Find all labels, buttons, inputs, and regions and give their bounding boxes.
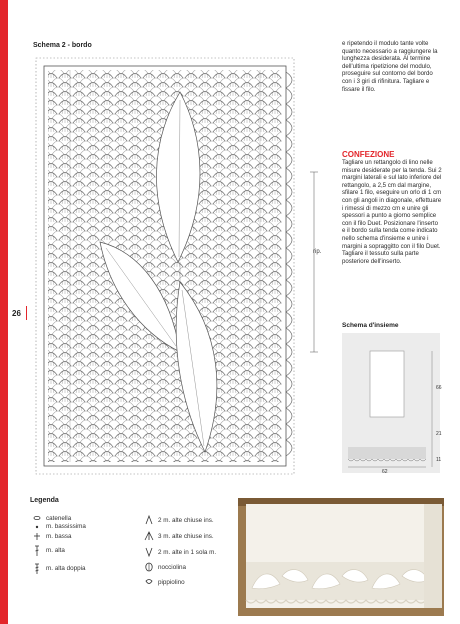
two-dc-together-icon [144, 515, 154, 525]
insieme-dim-3: 11 [436, 457, 442, 463]
two-dc-same-stitch-icon [144, 547, 154, 557]
legend-item: m. alta doppia [32, 563, 86, 573]
insieme-dim-2: 21 [436, 431, 442, 437]
legend-item: m. alta [32, 545, 65, 555]
legend-title: Legenda [30, 497, 59, 504]
legend-item: nocciolina [144, 562, 186, 572]
picot-icon [144, 577, 154, 587]
confezione-heading: CONFEZIONE [342, 150, 395, 159]
slip-stitch-icon [32, 521, 42, 531]
double-crochet-icon [32, 545, 42, 555]
repeat-label: rip. [313, 249, 322, 255]
legend-item: 2 m. alte chiuse ins. [144, 515, 214, 525]
three-dc-together-icon [144, 531, 154, 541]
single-crochet-icon [32, 531, 42, 541]
instructions-paragraph: e ripetendo il modulo tante volte quanto necessario a raggiungere la lunghezza desiderata. Al termine dell'ultima ripetizione del modulo, proseguire sul contorno del bordo con i 3 giri di rifinitura. Tagliare e fissare il filo. [342, 40, 438, 93]
insieme-diagram [342, 333, 440, 473]
insieme-dim-1: 66 [436, 385, 442, 391]
puff-stitch-icon [144, 562, 154, 572]
insieme-dim-width: 62 [382, 469, 388, 475]
confezione-paragraph: Tagliare un rettangolo di lino nelle misure desiderate per la tenda. Sui 2 margini laterali e sul lato inferiore del rettangolo, a 2,5 cm dal margine, sfilare 1 filo, eseguire un orlo di 1 cm con gli angoli in diagonale, effettuare i rimessi di mezzo cm e unire gli spessori a punto a giorno semplice con il filo Duet. Posizionare l'inserto e il bordo sulla tenda come indicato nello schema d'insieme e unire i margini a sopraggitto con il filo Duet. Tagliare il tessuto sulla parte posteriore dell'inserto. [342, 159, 442, 265]
legend-item: pippiolino [144, 577, 185, 587]
page-edge-bar [0, 0, 8, 624]
page-number: 26 [12, 309, 21, 318]
legend-item: catenella [32, 513, 71, 523]
legend-item: 2 m. alte in 1 sola m. [144, 547, 216, 557]
treble-crochet-icon [32, 563, 42, 573]
legend-item: m. bassissima [32, 521, 86, 531]
insieme-title: Schema d'insieme [342, 322, 399, 329]
page-number-tick [26, 306, 27, 320]
schema-title: Schema 2 - bordo [33, 42, 92, 49]
curtain-photo [238, 498, 444, 616]
legend-item: 3 m. alte chiuse ins. [144, 531, 214, 541]
crochet-diagram [30, 52, 330, 484]
legend-item: m. bassa [32, 531, 72, 541]
